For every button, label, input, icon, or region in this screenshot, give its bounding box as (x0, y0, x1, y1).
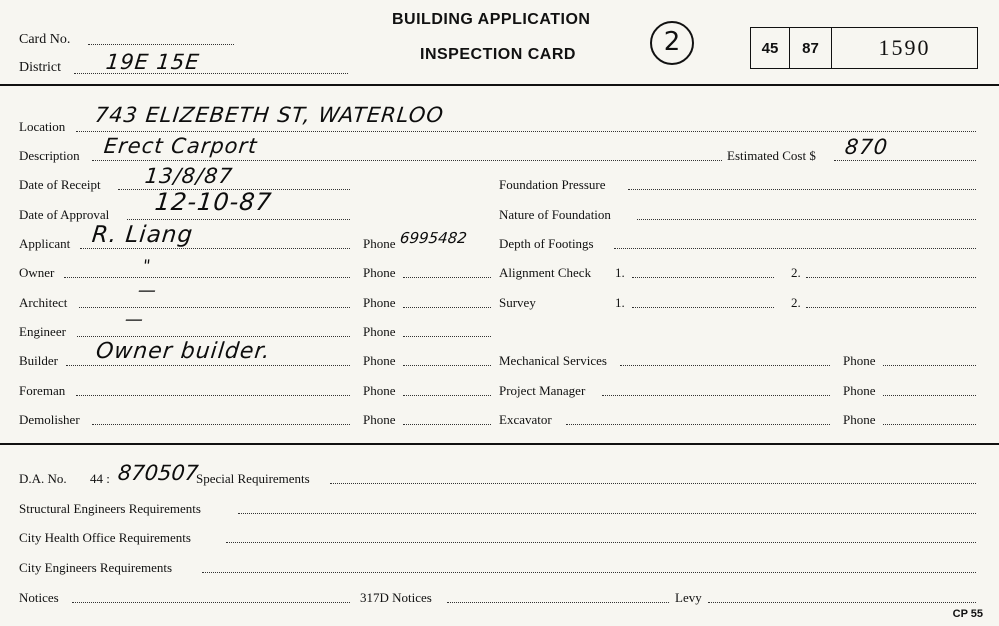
architect-value: — (136, 280, 159, 301)
engineer-field (77, 336, 350, 337)
divider-top (0, 84, 999, 86)
architect-phone-field (403, 307, 491, 308)
alignment-check-label: Alignment Check (499, 265, 592, 280)
survey-1-label: 1. (615, 295, 625, 310)
date-approval-label: Date of Approval (19, 207, 110, 222)
nature-foundation-field (637, 219, 976, 220)
form-code: CP 55 (952, 608, 983, 620)
excavator-label: Excavator (499, 412, 552, 427)
health-field (226, 542, 976, 543)
da-prefix: 44 : (90, 471, 110, 486)
notices-label: Notices (19, 590, 59, 605)
survey-2-field (806, 307, 976, 308)
survey-1-field (632, 307, 774, 308)
nature-foundation-label: Nature of Foundation (499, 207, 611, 222)
estimated-cost-field (834, 160, 976, 161)
health-label: City Health Office Requirements (19, 530, 191, 545)
city-engineers-field (202, 572, 976, 573)
title-line2: INSPECTION CARD (420, 46, 576, 63)
demolisher-field (92, 424, 350, 425)
special-requirements-label: Special Requirements (196, 471, 310, 486)
estimated-cost-value: 870 (843, 135, 890, 159)
engineer-phone-field (403, 336, 491, 337)
mechanical-label: Mechanical Services (499, 353, 607, 368)
alignment-2-label: 2. (791, 265, 801, 280)
builder-value: Owner builder. (94, 339, 272, 364)
architect-label: Architect (19, 295, 68, 310)
district-value: 19E 15E (104, 50, 201, 74)
foundation-pressure-field (628, 189, 976, 190)
excavator-field (566, 424, 830, 425)
card-no-label: Card No. (19, 32, 71, 47)
levy-label: Levy (675, 590, 702, 605)
owner-phone-field (403, 277, 491, 278)
project-manager-label: Project Manager (499, 383, 586, 398)
box-3: 1590 (878, 35, 931, 60)
description-label: Description (19, 148, 80, 163)
description-value: Erect Carport (102, 134, 259, 158)
builder-phone-field (403, 365, 491, 366)
date-approval-field (127, 219, 350, 220)
applicant-label: Applicant (19, 236, 71, 251)
demolisher-label: Demolisher (19, 412, 80, 427)
structural-label: Structural Engineers Requirements (19, 501, 201, 516)
project-manager-field (602, 395, 830, 396)
foreman-phone-label: Phone (363, 383, 396, 398)
foreman-phone-field (403, 395, 491, 396)
owner-phone-label: Phone (363, 265, 396, 280)
architect-field (79, 307, 350, 308)
special-requirements-field (330, 483, 976, 484)
applicant-phone-value: 6995482 (399, 229, 468, 247)
depth-footings-field (614, 248, 976, 249)
applicant-phone-label: Phone (363, 236, 396, 251)
owner-field (64, 277, 350, 278)
alignment-2-field (806, 277, 976, 278)
location-field (76, 131, 976, 132)
date-approval-value: 12-10-87 (153, 188, 274, 216)
location-label: Location (19, 119, 66, 134)
project-manager-phone-field (883, 395, 976, 396)
notices-317d-field (447, 602, 669, 603)
title-line1: BUILDING APPLICATION (392, 11, 591, 28)
survey-2-label: 2. (791, 295, 801, 310)
mechanical-phone-label: Phone (843, 353, 876, 368)
mechanical-phone-field (883, 365, 976, 366)
owner-value: " (142, 256, 153, 275)
box-2: 87 (790, 28, 832, 68)
depth-footings-label: Depth of Footings (499, 236, 594, 251)
applicant-value: R. Liang (90, 222, 195, 248)
demolisher-phone-field (403, 424, 491, 425)
foundation-pressure-label: Foundation Pressure (499, 177, 606, 192)
notices-317d-label: 317D Notices (360, 590, 432, 605)
foreman-field (76, 395, 350, 396)
mechanical-field (620, 365, 830, 366)
excavator-phone-label: Phone (843, 412, 876, 427)
da-value: 870507 (116, 461, 200, 485)
city-engineers-label: City Engineers Requirements (19, 560, 173, 575)
builder-phone-label: Phone (363, 353, 396, 368)
alignment-1-field (632, 277, 774, 278)
date-receipt-label: Date of Receipt (19, 177, 101, 192)
project-manager-phone-label: Phone (843, 383, 876, 398)
card-number-boxes (750, 27, 978, 69)
applicant-field (80, 248, 350, 249)
description-field (92, 160, 722, 161)
engineer-phone-label: Phone (363, 324, 396, 339)
date-receipt-value: 13/8/87 (143, 164, 235, 188)
circled-number: 2 (650, 21, 694, 65)
survey-label: Survey (499, 295, 536, 310)
excavator-phone-field (883, 424, 976, 425)
divider-middle (0, 443, 999, 445)
da-label: D.A. No. (19, 471, 67, 486)
structural-field (238, 513, 976, 514)
card-no-field (88, 44, 234, 45)
demolisher-phone-label: Phone (363, 412, 396, 427)
engineer-label: Engineer (19, 324, 66, 339)
foreman-label: Foreman (19, 383, 66, 398)
builder-label: Builder (19, 353, 58, 368)
notices-field (72, 602, 350, 603)
levy-field (708, 602, 976, 603)
location-value: 743 ELIZEBETH ST, WATERLOO (93, 103, 446, 127)
architect-phone-label: Phone (363, 295, 396, 310)
box-1: 45 (751, 28, 790, 68)
builder-field (66, 365, 350, 366)
engineer-value: — (123, 309, 146, 330)
district-label: District (19, 60, 61, 75)
alignment-1-label: 1. (615, 265, 625, 280)
owner-label: Owner (19, 265, 55, 280)
estimated-cost-label: Estimated Cost $ (727, 148, 816, 163)
